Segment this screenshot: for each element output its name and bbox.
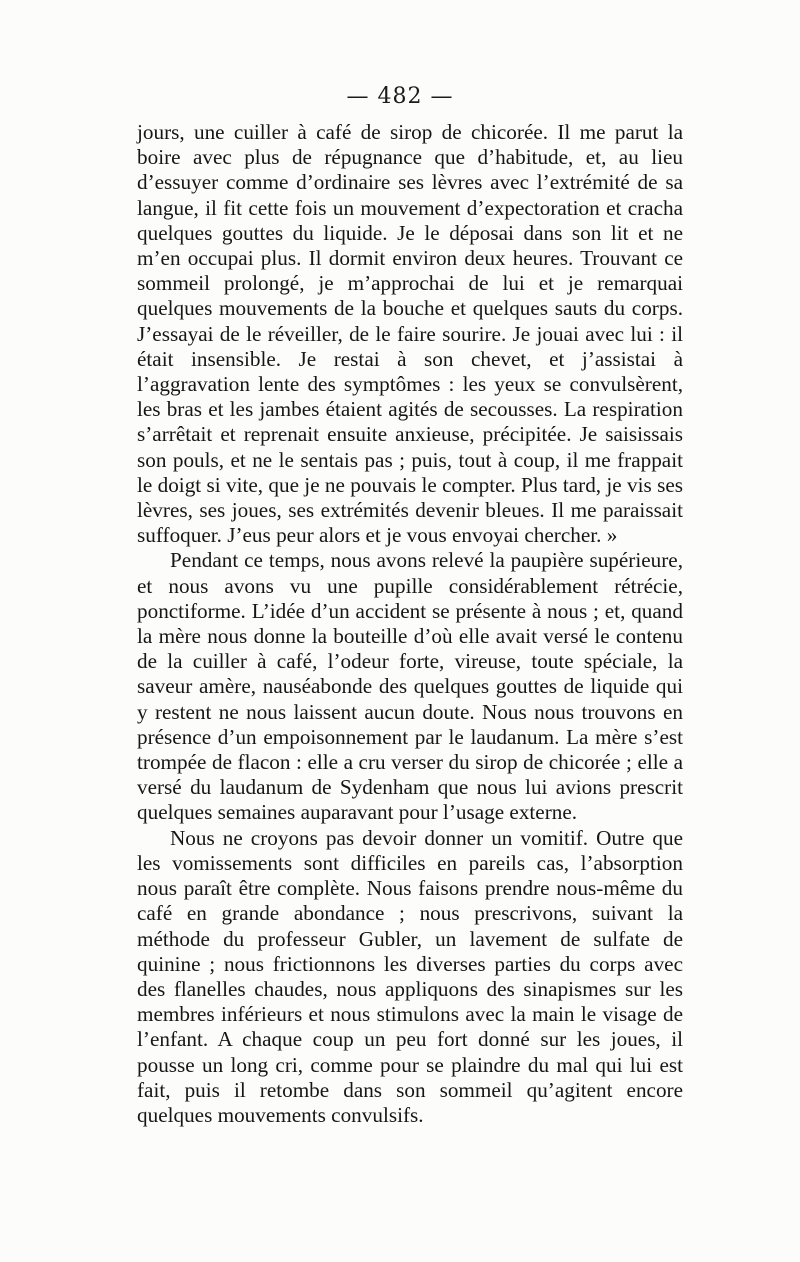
paragraph-2: Pendant ce temps, nous avons relevé la paupière supérieure, et nous avons vu une pupille considérablement rétrécie, ponctiforme. L’idée d’un accident se présente à nous ; et, quand la mère nous donne la bouteille d’où elle avait versé le contenu de la cuiller à café, l’odeur forte, vireuse, toute spéciale, la saveur amère, nauséabonde des quelques gouttes de liquide qui y restent ne nous laissent aucun doute. Nous nous trouvons en présence d’un empoisonnement par le laudanum. La mère s’est trompée de flacon : elle a cru verser du sirop de chicorée ; elle a versé du laudanum de Sydenham que nous lui avions prescrit quelques semaines auparavant pour l’usage externe. xyxy=(137,548,683,825)
paragraph-3: Nous ne croyons pas devoir donner un vomitif. Outre que les vomissements sont difficiles en pareils cas, l’absorption nous paraît être complète. Nous faisons prendre nous-même du café en grande abondance ; nous prescrivons, suivant la méthode du professeur Gubler, un lavement de sulfate de quinine ; nous frictionnons les diverses parties du corps avec des flanelles chaudes, nous appliquons des sinapismes sur les membres inférieurs et nous stimulons avec la main le visage de l’enfant. A chaque coup un peu fort donné sur les joues, il pousse un long cri, comme pour se plaindre du mal qui lui est fait, puis il retombe dans son sommeil qu’agitent encore quelques mouvements convulsifs. xyxy=(137,825,683,1127)
body-text xyxy=(137,120,683,1128)
page-number: — 482 — xyxy=(346,84,454,109)
paragraph-1: jours, une cuiller à café de sirop de chicorée. Il me parut la boire avec plus de répugnance que d’habitude, et, au lieu d’essuyer comme d’ordinaire ses lèvres avec l’extrémité de sa langue, il fit cette fois un mouvement d’expectoration et cracha quelques gouttes du liquide. Je le déposai dans son lit et ne m’en occupai plus. Il dormit environ deux heures. Trouvant ce sommeil prolongé, je m’approchai de lui et je remarquai quelques mouvements de la bouche et quelques sauts du corps. J’essayai de le réveiller, de le faire sourire. Je jouai avec lui : il était insensible. Je restai à son chevet, et j’assistai à l’aggravation lente des symptômes : les yeux se convulsèrent, les bras et les jambes étaient agités de secousses. La respiration s’arrêtait et reprenait ensuite anxieuse, précipitée. Je saisissais son pouls, et ne le sentais pas ; puis, tout à coup, il me frappait le doigt si vite, que je ne pouvais le compter. Plus tard, je vis ses lèvres, ses joues, ses extrémités devenir bleues. Il me paraissait suffoquer. J’eus peur alors et je vous envoyai chercher. » xyxy=(137,120,683,548)
